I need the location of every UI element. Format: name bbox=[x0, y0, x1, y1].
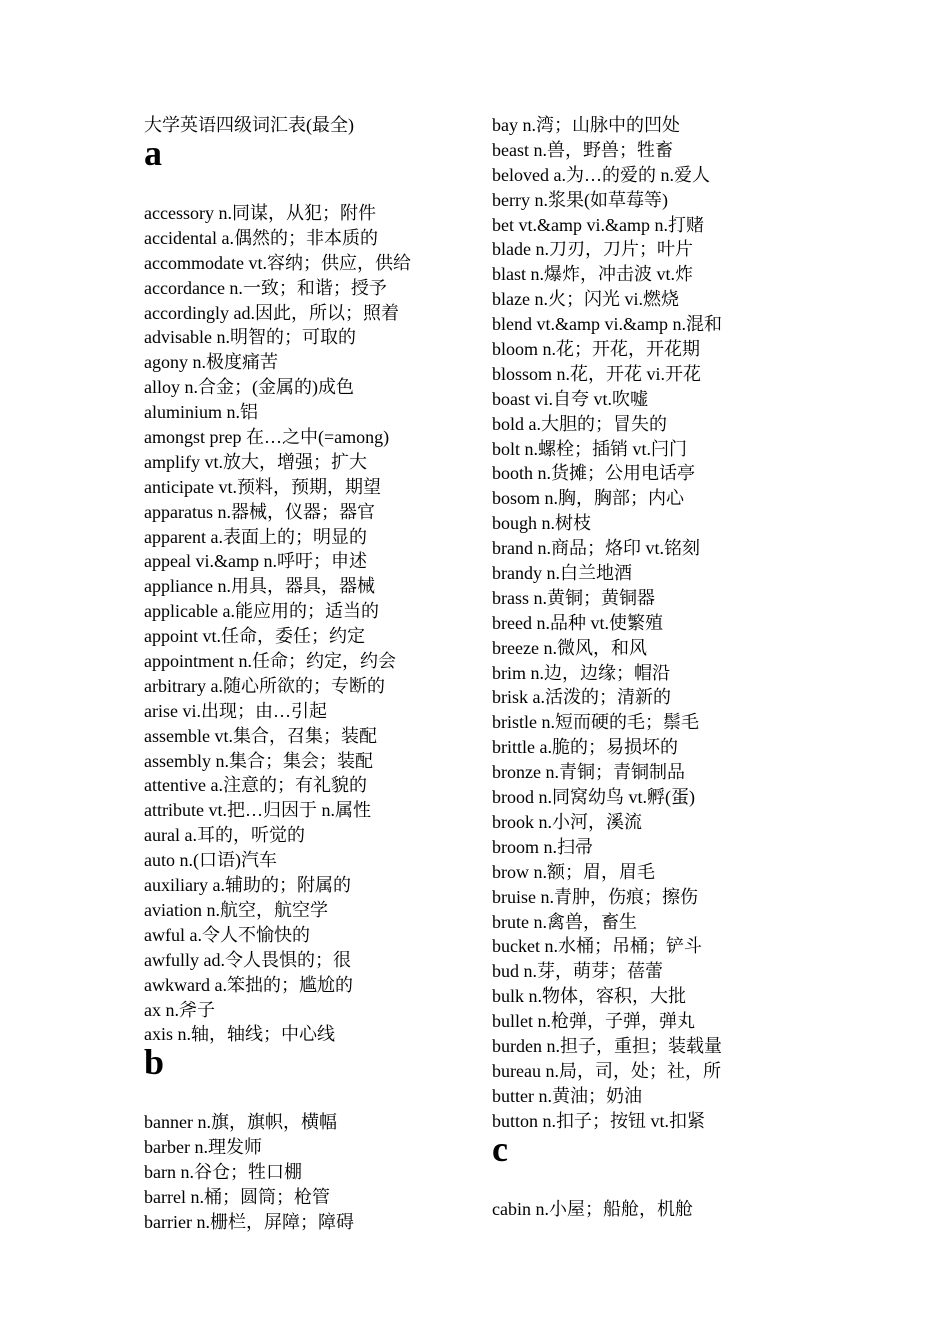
vocab-entry: bud n.芽，萌芽；蓓蕾 bbox=[492, 961, 663, 982]
section-spacer bbox=[492, 1164, 792, 1197]
vocab-entry: brass n.黄铜；黄铜器 bbox=[492, 587, 655, 608]
vocab-entry: alloy n.合金；(金属的)成色 bbox=[144, 377, 354, 398]
vocab-entry: applicable a.能应用的；适当的 bbox=[144, 601, 379, 622]
left-column bbox=[144, 113, 464, 1235]
vocab-entry: bullet n.枪弹，子弹，弹丸 bbox=[492, 1011, 695, 1032]
vocab-entry: auxiliary a.辅助的；附属的 bbox=[144, 875, 351, 896]
vocab-entry: bucket n.水桶；吊桶；铲斗 bbox=[492, 936, 702, 957]
vocab-entry: brittle a.脆的；易损坏的 bbox=[492, 737, 678, 758]
vocab-entry: brisk a.活泼的；清新的 bbox=[492, 687, 671, 708]
vocab-entry: brim n.边，边缘；帽沿 bbox=[492, 662, 670, 683]
vocab-entry: bough n.树枝 bbox=[492, 513, 591, 534]
vocab-entry: beloved a.为…的爱的 n.爱人 bbox=[492, 164, 710, 185]
vocab-entry: awful a.令人不愉快的 bbox=[144, 924, 310, 945]
vocab-entry: breeze n.微风，和风 bbox=[492, 637, 647, 658]
vocab-entry: aviation n.航空，航空学 bbox=[144, 899, 328, 920]
right-column bbox=[492, 113, 792, 1221]
vocab-entry: arbitrary a.随心所欲的；专断的 bbox=[144, 675, 385, 696]
vocab-entry: banner n.旗，旗帜，横幅 bbox=[144, 1112, 337, 1133]
vocab-entry: axis n.轴，轴线；中心线 bbox=[144, 1024, 335, 1045]
section-letter: c bbox=[492, 1128, 508, 1169]
vocab-entry: blast n.爆炸，冲击波 vt.炸 bbox=[492, 264, 693, 285]
vocab-entry: anticipate vt.预料，预期，期望 bbox=[144, 476, 381, 497]
vocab-entry: aluminium n.铝 bbox=[144, 402, 258, 423]
vocab-entry: barber n.理发师 bbox=[144, 1137, 262, 1158]
vocab-entry: appointment n.任命；约定，约会 bbox=[144, 651, 396, 672]
vocab-entry: attribute vt.把…归因于 n.属性 bbox=[144, 800, 371, 821]
vocab-entry: bosom n.胸，胸部；内心 bbox=[492, 488, 685, 509]
vocab-entry: cabin n.小屋；船舱，机舱 bbox=[492, 1198, 693, 1219]
vocab-entry: berry n.浆果(如草莓等) bbox=[492, 189, 668, 210]
section-letter: a bbox=[144, 133, 162, 173]
vocab-entry: awfully ad.令人畏惧的；很 bbox=[144, 949, 351, 970]
vocab-entry: assemble vt.集合，召集；装配 bbox=[144, 725, 377, 746]
vocab-entry: accessory n.同谋，从犯；附件 bbox=[144, 203, 376, 223]
vocab-entry: booth n.货摊；公用电话亭 bbox=[492, 463, 696, 484]
vocab-entry: blossom n.花，开花 vi.开花 bbox=[492, 363, 702, 384]
vocab-entry: bronze n.青铜；青铜制品 bbox=[492, 762, 685, 783]
vocab-entry: brook n.小河，溪流 bbox=[492, 811, 642, 832]
vocab-entry: boast vi.自夸 vt.吹嘘 bbox=[492, 388, 648, 409]
vocab-entry: bristle n.短而硬的毛；鬃毛 bbox=[492, 712, 699, 733]
vocab-entry: burden n.担子，重担；装载量 bbox=[492, 1035, 722, 1056]
vocab-entry: blaze n.火；闪光 vi.燃烧 bbox=[492, 289, 679, 310]
vocab-entry: accordingly ad.因此，所以；照着 bbox=[144, 302, 399, 323]
vocab-entry: blend vt.&amp vi.&amp n.混和 bbox=[492, 314, 722, 335]
vocab-entry: bay n.湾；山脉中的凹处 bbox=[492, 115, 680, 135]
vocab-entry: bold a.大胆的；冒失的 bbox=[492, 413, 667, 434]
vocab-entry: brand n.商品；烙印 vt.铭刻 bbox=[492, 538, 700, 559]
vocab-entry: bloom n.花；开花，开花期 bbox=[492, 339, 701, 360]
vocab-entry: appeal vi.&amp n.呼吁；申述 bbox=[144, 551, 367, 572]
vocab-entry: brow n.额；眉，眉毛 bbox=[492, 861, 655, 882]
vocab-entry: bureau n.局，司，处；社，所 bbox=[492, 1060, 721, 1081]
vocab-entry: brute n.禽兽，畜生 bbox=[492, 911, 637, 932]
vocab-entry: arise vi.出现；由…引起 bbox=[144, 700, 327, 721]
vocab-entry: amongst prep 在…之中(=among) bbox=[144, 427, 390, 448]
vocab-entry: agony n.极度痛苦 bbox=[144, 352, 278, 373]
vocab-entry: barrel n.桶；圆筒；枪管 bbox=[144, 1186, 330, 1207]
section-letter: b bbox=[144, 1042, 165, 1083]
vocab-entry: bolt n.螺栓；插销 vt.闩门 bbox=[492, 438, 688, 459]
vocab-entry: blade n.刀刃，刀片；叶片 bbox=[492, 239, 693, 260]
vocab-entry: amplify vt.放大，增强；扩大 bbox=[144, 451, 367, 472]
vocab-entry: bulk n.物体，容积，大批 bbox=[492, 986, 687, 1007]
vocab-entry: awkward a.笨拙的；尴尬的 bbox=[144, 974, 353, 995]
vocab-entry: brood n.同窝幼鸟 vt.孵(蛋) bbox=[492, 787, 695, 808]
vocab-entry: broom n.扫帚 bbox=[492, 836, 593, 857]
vocab-entry: apparent a.表面上的；明显的 bbox=[144, 526, 367, 547]
vocab-entry: breed n.品种 vt.使繁殖 bbox=[492, 612, 663, 633]
vocab-entry: assembly n.集合；集会；装配 bbox=[144, 750, 373, 771]
vocab-entry: aural a.耳的，听觉的 bbox=[144, 825, 305, 846]
vocab-entry: accidental a.偶然的；非本质的 bbox=[144, 227, 378, 248]
vocab-entry: apparatus n.器械，仪器；器官 bbox=[144, 501, 375, 522]
vocab-entry: accommodate vt.容纳；供应，供给 bbox=[144, 252, 411, 273]
vocab-entry: button n.扣子；按钮 vt.扣紧 bbox=[492, 1110, 706, 1131]
vocab-entry: brandy n.白兰地酒 bbox=[492, 563, 632, 584]
section-spacer bbox=[144, 1077, 464, 1110]
vocab-entry: beast n.兽，野兽；牲畜 bbox=[492, 139, 673, 160]
vocab-entry: appliance n.用具，器具，器械 bbox=[144, 576, 375, 597]
vocab-entry: barrier n.栅栏，屏障；障碍 bbox=[144, 1211, 354, 1232]
document-title: 大学英语四级词汇表(最全) bbox=[144, 115, 354, 135]
section-spacer bbox=[144, 168, 464, 201]
vocab-entry: bruise n.青肿，伤痕；擦伤 bbox=[492, 886, 698, 907]
vocab-entry: bet vt.&amp vi.&amp n.打赌 bbox=[492, 214, 704, 235]
vocab-entry: attentive a.注意的；有礼貌的 bbox=[144, 775, 367, 796]
vocab-entry: barn n.谷仓；牲口棚 bbox=[144, 1162, 302, 1183]
vocab-entry: advisable n.明智的；可取的 bbox=[144, 327, 356, 348]
vocab-entry: ax n.斧子 bbox=[144, 999, 215, 1020]
vocab-entry: accordance n.一致；和谐；授予 bbox=[144, 277, 387, 298]
vocab-entry: butter n.黄油；奶油 bbox=[492, 1085, 642, 1106]
vocab-entry: auto n.(口语)汽车 bbox=[144, 850, 277, 871]
vocab-entry: appoint vt.任命，委任；约定 bbox=[144, 626, 365, 647]
